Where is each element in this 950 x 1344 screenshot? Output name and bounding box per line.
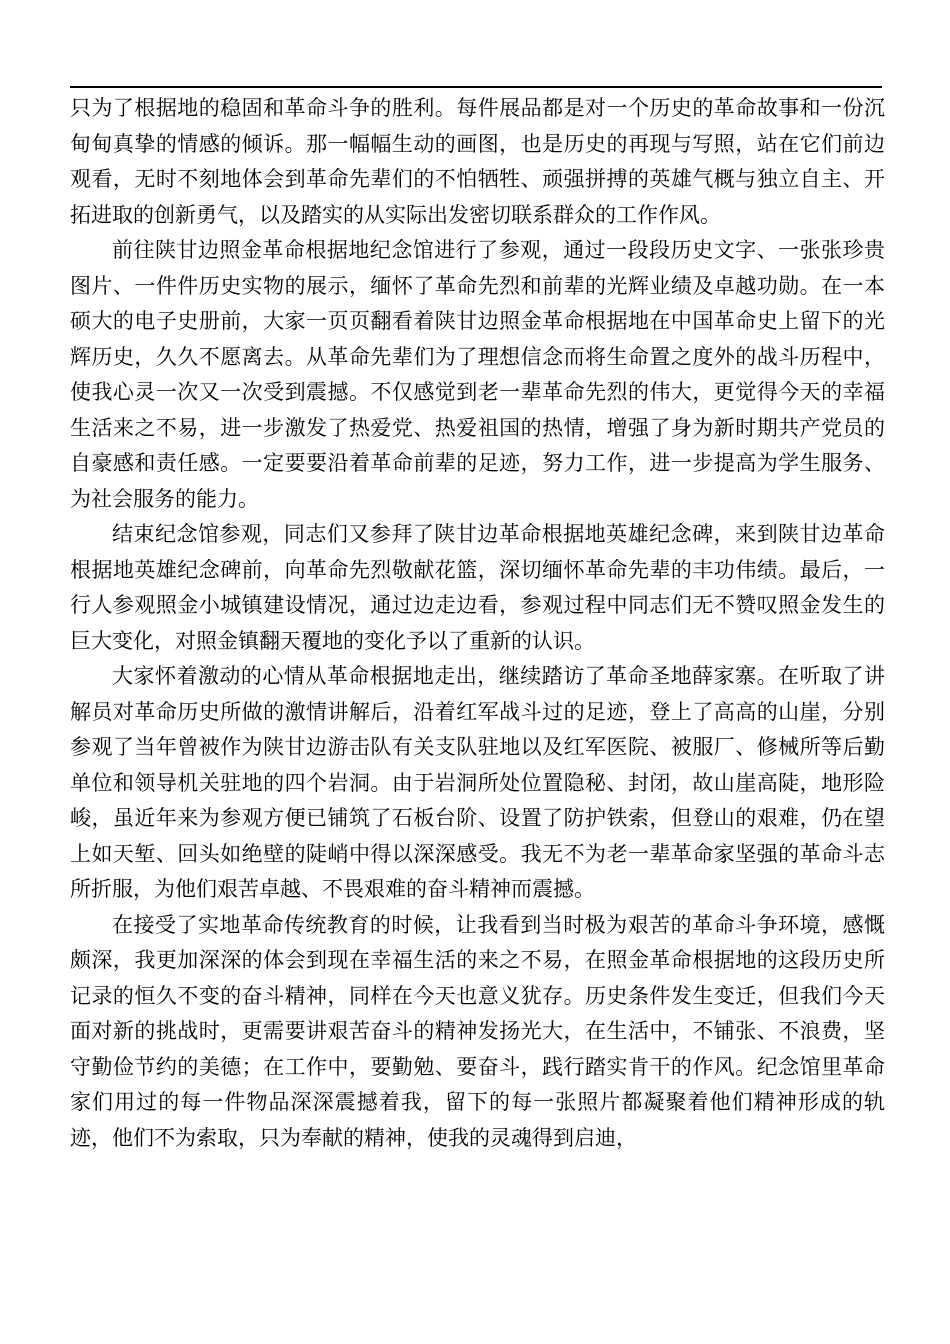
header-rule: [70, 86, 882, 88]
paragraph-3: 结束纪念馆参观，同志们又参拜了陕甘边革命根据地英雄纪念碑，来到陕甘边革命根据地英雄纪念碑前，向革命先烈敬献花篮，深切缅怀革命先辈的丰功伟绩。最后，一行人参观照金小城镇建设情况，通过边走边看，参观过程中同志们无不赞叹照金发生的巨大变化，对照金镇翻天覆地的变化予以了重新的认识。: [70, 522, 885, 653]
paragraph-4: 大家怀着激动的心情从革命根据地走出，继续踏访了革命圣地薛家寨。在听取了讲解员对革命历史所做的激情讲解后，沿着红军战斗过的足迹，登上了高高的山崖，分别参观了当年曾被作为陕甘边游击队有关支队驻地以及红军医院、被服厂、修械所等后勤单位和领导机关驻地的四个岩洞。由于岩洞所处位置隐秘、封闭，故山崖高陡，地形险峻，虽近年来为参观方便已铺筑了石板台阶、设置了防护铁索，但登山的艰难，仍在望上如天堑、回头如绝壁的陡峭中得以深深感受。我无不为老一辈革命家坚强的革命斗志所折服，为他们艰苦卓越、不畏艰难的奋斗精神而震撼。: [70, 664, 885, 901]
paragraph-5: 在接受了实地革命传统教育的时候，让我看到当时极为艰苦的革命斗争环境，感慨颇深，我更加深深的体会到现在幸福生活的来之不易，在照金革命根据地的这段历史所记录的恒久不变的奋斗精神，同样在今天也意义犹存。历史条件发生变迁，但我们今天面对新的挑战时，更需要讲艰苦奋斗的精神发扬光大，在生活中，不铺张、不浪费，坚守勤俭节约的美德；在工作中，要勤勉、要奋斗，践行踏实肯干的作风。纪念馆里革命家们用过的每一件物品深深震撼着我，留下的每一张照片都凝聚着他们精神形成的轨迹，他们不为索取，只为奉献的精神，使我的灵魂得到启迪，: [70, 912, 885, 1150]
paragraph-2: 前往陕甘边照金革命根据地纪念馆进行了参观，通过一段段历史文字、一张张珍贵图片、一件件历史实物的展示，缅怀了革命先烈和前辈的光辉业绩及卓越功勋。在一本硕大的电子史册前，大家一页页翻看着陕甘边照金革命根据地在中国革命史上留下的光辉历史，久久不愿离去。从革命先辈们为了理想信念而将生命置之度外的战斗历程中，使我心灵一次又一次受到震撼。不仅感觉到老一辈革命先烈的伟大，更觉得今天的幸福生活来之不易，进一步激发了热爱党、热爱祖国的热情，增强了身为新时期共产党员的自豪感和责任感。一定要要沿着革命前辈的足迹，努力工作，进一步提高为学生服务、为社会服务的能力。: [70, 238, 885, 511]
paragraph-1: 只为了根据地的稳固和革命斗争的胜利。每件展品都是对一个历史的革命故事和一份沉甸甸真挚的情感的倾诉。那一幅幅生动的画图，也是历史的再现与写照，站在它们前边观看，无时不刻地体会到革命先辈们的不怕牺牲、顽强拼搏的英雄气概与独立自主、开拓进取的创新勇气，以及踏实的从实际出发密切联系群众的工作作风。: [70, 96, 885, 227]
document-body: [70, 91, 885, 1156]
